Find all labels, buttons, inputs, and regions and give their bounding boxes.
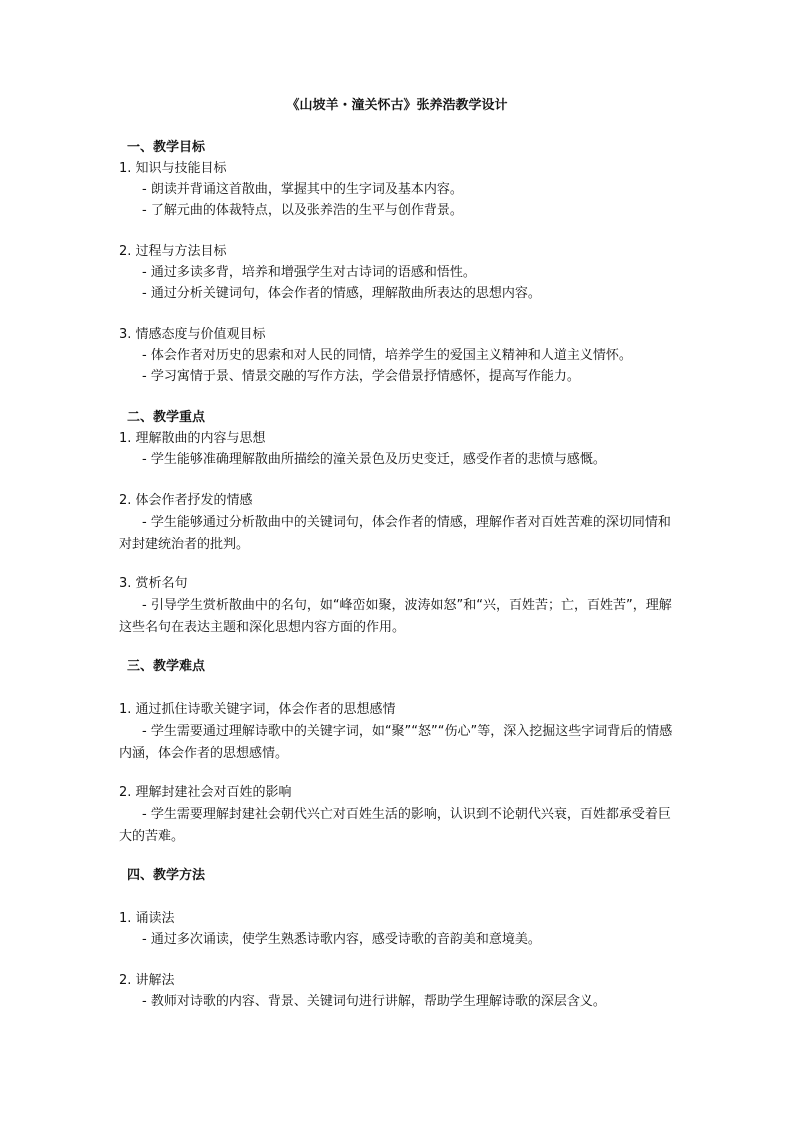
item-title: 3. 情感态度与价值观目标 [119,327,266,342]
document-title: 《山坡羊・潼关怀古》张养浩教学设计 [286,98,508,113]
item-title: 1. 诵读法 [119,911,175,926]
section-heading-key-points: 二、教学重点 [127,410,206,425]
bullet-paragraph: - 学生能够通过分析散曲中的关键词句，体会作者的情感，理解作者对百姓苦难的深切同情和对封建统治者的批判。 [119,515,671,552]
section-heading-methods: 四、教学方法 [127,868,206,883]
bullet-text: - 朗读并背诵这首散曲，掌握其中的生字词及基本内容。 [142,182,463,197]
bullet-text: - 学生能够准确理解散曲所描绘的潼关景色及历史变迁，感受作者的悲愤与感慨。 [142,452,606,467]
bullet-text: - 教师对诗歌的内容、背景、关键词句进行讲解，帮助学生理解诗歌的深层含义。 [142,994,606,1009]
section-heading-objectives: 一、教学目标 [127,140,206,155]
bullet-paragraph: - 学生需要理解封建社会朝代兴亡对百姓生活的影响，认识到不论朝代兴衰，百姓都承受着巨大的苦难。 [119,807,671,844]
item-title: 2. 讲解法 [119,973,175,988]
bullet-text: - 体会作者对历史的思索和对人民的同情，培养学生的爱国主义精神和人道主义情怀。 [142,348,632,363]
bullet-text: - 通过多读多背，培养和增强学生对古诗词的语感和悟性。 [142,265,476,280]
item-title: 1. 理解散曲的内容与思想 [119,431,266,446]
bullet-text: - 通过多次诵读，使学生熟悉诗歌内容，感受诗歌的音韵美和意境美。 [142,932,541,947]
bullet-text: - 通过分析关键词句，体会作者的情感，理解散曲所表达的思想内容。 [142,286,541,301]
item-title: 1. 通过抓住诗歌关键字词，体会作者的思想感情 [119,702,396,717]
bullet-text: - 了解元曲的体裁特点，以及张养浩的生平与创作背景。 [142,203,463,218]
item-title: 1. 知识与技能目标 [119,161,227,176]
item-title: 2. 过程与方法目标 [119,244,227,259]
bullet-paragraph: - 学生需要通过理解诗歌中的关键字词，如“聚”“怒”“伤心”等，深入挖掘这些字词背后的情感内涵，体会作者的思想感情。 [119,724,673,761]
item-title: 2. 体会作者抒发的情感 [119,493,253,508]
item-title: 2. 理解封建社会对百姓的影响 [119,785,292,800]
section-heading-difficulties: 三、教学难点 [127,659,206,674]
bullet-text: - 学习寓情于景、情景交融的写作方法，学会借景抒情感怀，提高写作能力。 [142,369,580,384]
bullet-paragraph: - 引导学生赏析散曲中的名句，如“峰峦如聚，波涛如怒”和“兴，百姓苦；亡，百姓苦”，理解这些名句在表达主题和深化思想内容方面的作用。 [119,598,672,635]
item-title: 3. 赏析名句 [119,576,188,591]
